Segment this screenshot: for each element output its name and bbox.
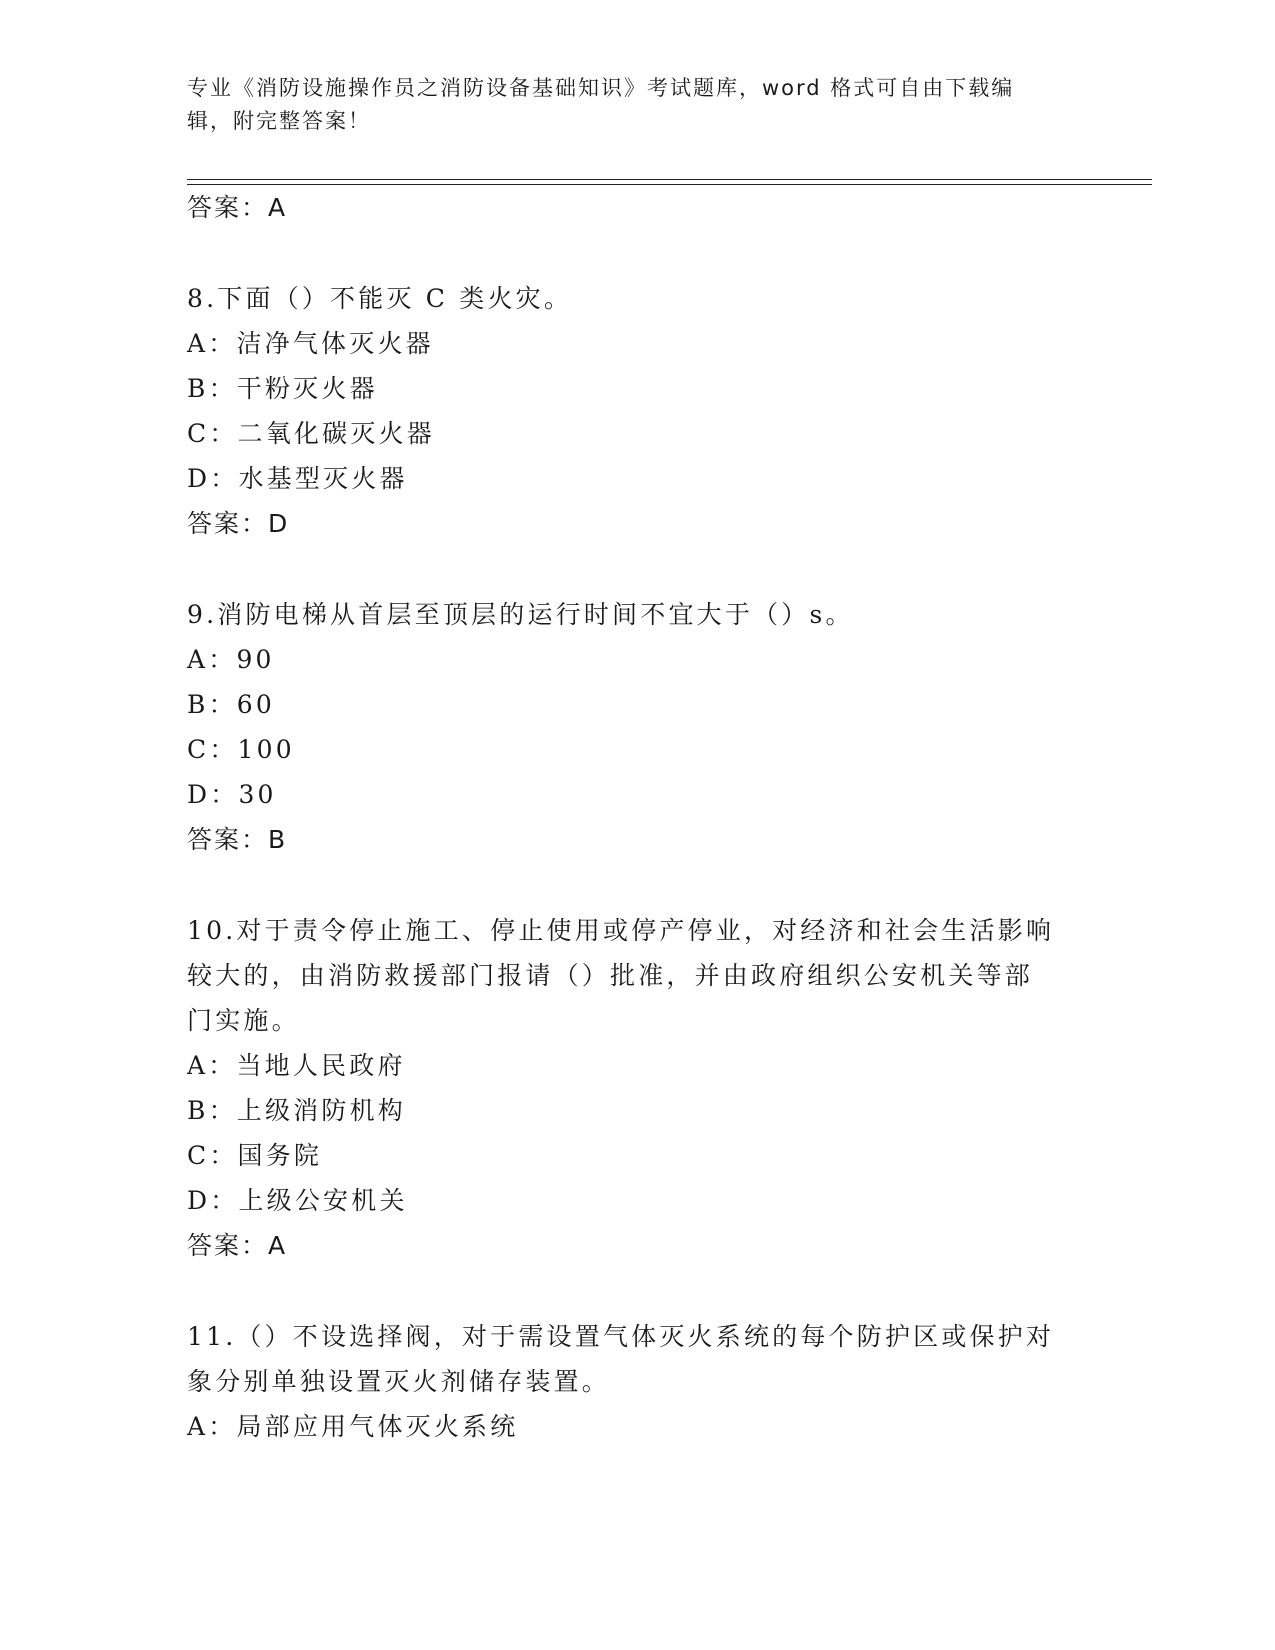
question-10-option-b: B：上级消防机构 xyxy=(187,1096,406,1125)
header-divider-top xyxy=(187,179,1152,180)
question-10-option-d: D：上级公安机关 xyxy=(187,1186,408,1215)
header-line-2: 辑，附完整答案！ xyxy=(187,109,371,133)
question-8-option-d: D：水基型灭火器 xyxy=(187,464,408,493)
question-8: 8.下面（）不能灭 C 类火灾。 xyxy=(187,284,573,313)
question-9-option-a: A：90 xyxy=(187,645,275,674)
document-header xyxy=(187,72,1067,138)
answer-8: 答案：D xyxy=(187,509,290,538)
question-10-line-1: 10.对于责令停止施工、停止使用或停产停业，对经济和社会生活影响 xyxy=(187,916,1055,945)
answer-9: 答案：B xyxy=(187,825,288,854)
question-10-line-3: 门实施。 xyxy=(187,1006,300,1035)
answer-10: 答案：A xyxy=(187,1231,288,1260)
question-8-option-b: B：干粉灭火器 xyxy=(187,374,378,403)
question-8-option-a: A：洁净气体灭火器 xyxy=(187,329,434,358)
question-11-line-1: 11.（）不设选择阀，对于需设置气体灭火系统的每个防护区或保护对 xyxy=(187,1322,1055,1351)
header-line-1: 专业《消防设施操作员之消防设备基础知识》考试题库，word 格式可自由下载编 xyxy=(187,76,1015,100)
question-9: 9.消防电梯从首层至顶层的运行时间不宜大于（）s。 xyxy=(187,600,854,629)
question-10-line-2: 较大的，由消防救援部门报请（）批准，并由政府组织公安机关等部 xyxy=(187,961,1034,990)
answer-7: 答案：A xyxy=(187,193,288,222)
question-9-option-d: D：30 xyxy=(187,780,277,809)
question-8-option-c: C：二氧化碳灭火器 xyxy=(187,419,435,448)
question-11-line-2: 象分别单独设置灭火剂储存装置。 xyxy=(187,1367,611,1396)
question-9-option-b: B：60 xyxy=(187,690,275,719)
header-divider-bottom xyxy=(187,184,1152,185)
question-10-option-a: A：当地人民政府 xyxy=(187,1051,406,1080)
question-10-option-c: C：国务院 xyxy=(187,1141,323,1170)
question-9-option-c: C：100 xyxy=(187,735,295,764)
question-11-option-a: A：局部应用气体灭火系统 xyxy=(187,1412,519,1441)
